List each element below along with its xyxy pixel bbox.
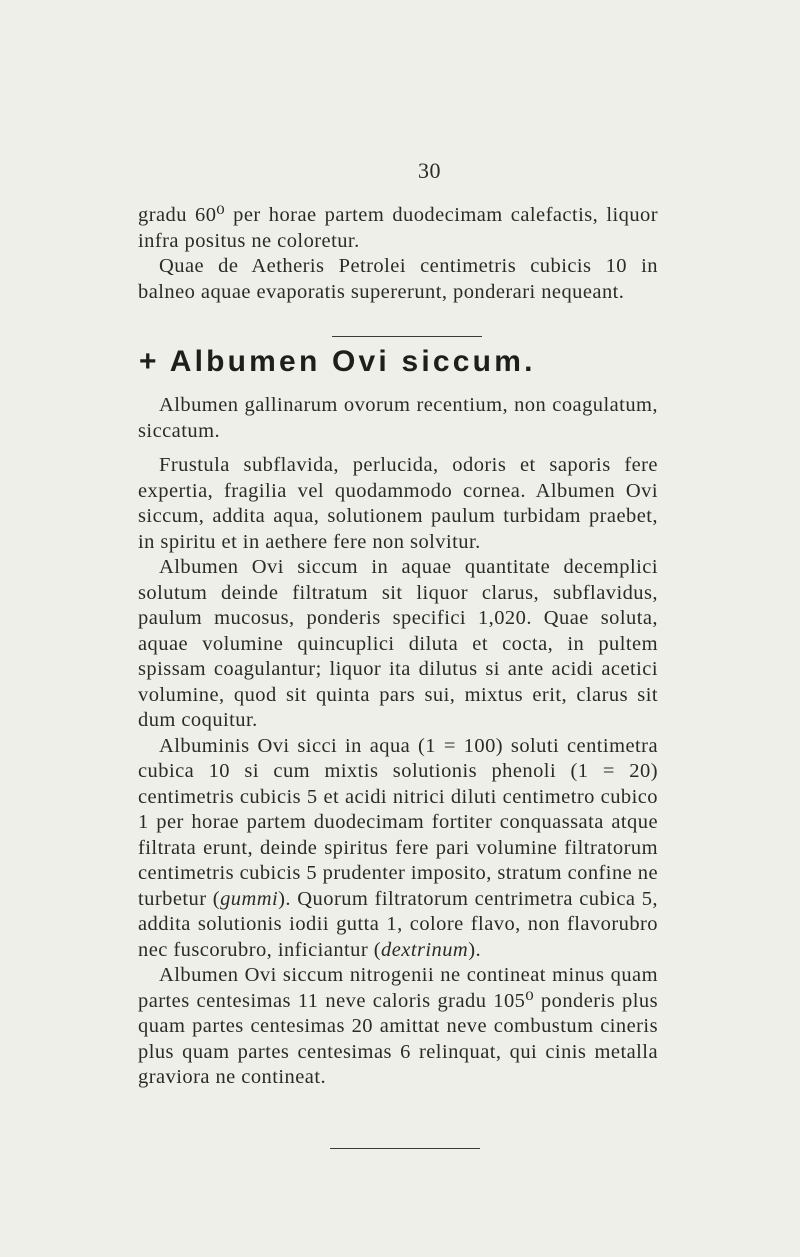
paragraph-filtration-test (138, 734, 658, 964)
page-number: 30 (418, 158, 441, 183)
filtration-text-a: Albuminis Ovi sicci in aqua (1 = 100) soluti centimetra cubica 10 si cum mixtis solutionis phenoli (1 = 20) centimetris cubicis 5 et acidi nitrici diluti centimetro cubico 1 per horae partem duodecimam fortiter conquassata atque filtrata erunt, deinde spiritus fere pari volumine filtratorum centimetris cubicis 5 prudenter imposito, stratum confine ne turbetur ( (138, 734, 659, 910)
main-text-block (138, 393, 658, 1091)
term-dextrinum: dextrinum (381, 938, 469, 961)
paragraph-description: Frustula subflavida, perlucida, odoris et saporis fere expertia, fragilia vel quodammodo cornea. Albumen Ovi siccum, addita aqua, solutionem paulum turbidam praebet, in spiritu et in aethere fere non solvitur. (138, 454, 658, 553)
section-divider-bottom (330, 1148, 480, 1149)
section-heading (139, 345, 669, 379)
top-text-block (138, 203, 658, 305)
paragraph-nitrogen-requirements: Albumen Ovi siccum nitrogenii ne contineat minus quam partes centesimas 11 neve caloris gradu 105⁰ ponderis plus quam partes centesimas 20 amittat neve combustum cineris plus quam partes centesimas 6 relinquat, qui cinis metalla graviora ne contineat. (138, 964, 658, 1088)
paragraph-definition: Albumen gallinarum ovorum recentium, non coagulatum, siccatum. (138, 394, 658, 442)
section-title: Albumen Ovi siccum. (169, 345, 536, 378)
paragraph-aetheris: Quae de Aetheris Petrolei centimetris cubicis 10 in balneo aquae evaporatis supererunt, ponderari nequeant. (138, 255, 658, 303)
section-divider-top (332, 336, 482, 337)
paragraph-continued: gradu 60⁰ per horae partem duodecimam calefactis, liquor infra positus ne coloretur. (138, 204, 658, 252)
paragraph-solution-test: Albumen Ovi siccum in aquae quantitate decemplici solutum deinde filtratum sit liquor clarus, subflavidus, paulum mucosus, ponderis specifici 1,020. Quae soluta, aquae volumine quincuplici diluta et cocta, in pultem spissam coagulantur; liquor ita dilutus si ante acidi acetici volumine, quod sit quinta pars sui, mixtus erit, clarus sit dum coquitur. (138, 556, 658, 731)
filtration-text-b: ). Quorum filtratorum centrimetra cubica 5, addita solutionis iodii gutta 1, colore flavo, non flavorubro nec fuscorubro, inficiantur ( (138, 887, 658, 961)
cross-icon: + (139, 345, 160, 378)
term-gummi: gummi (220, 887, 279, 910)
filtration-text-c: ). (468, 938, 482, 961)
